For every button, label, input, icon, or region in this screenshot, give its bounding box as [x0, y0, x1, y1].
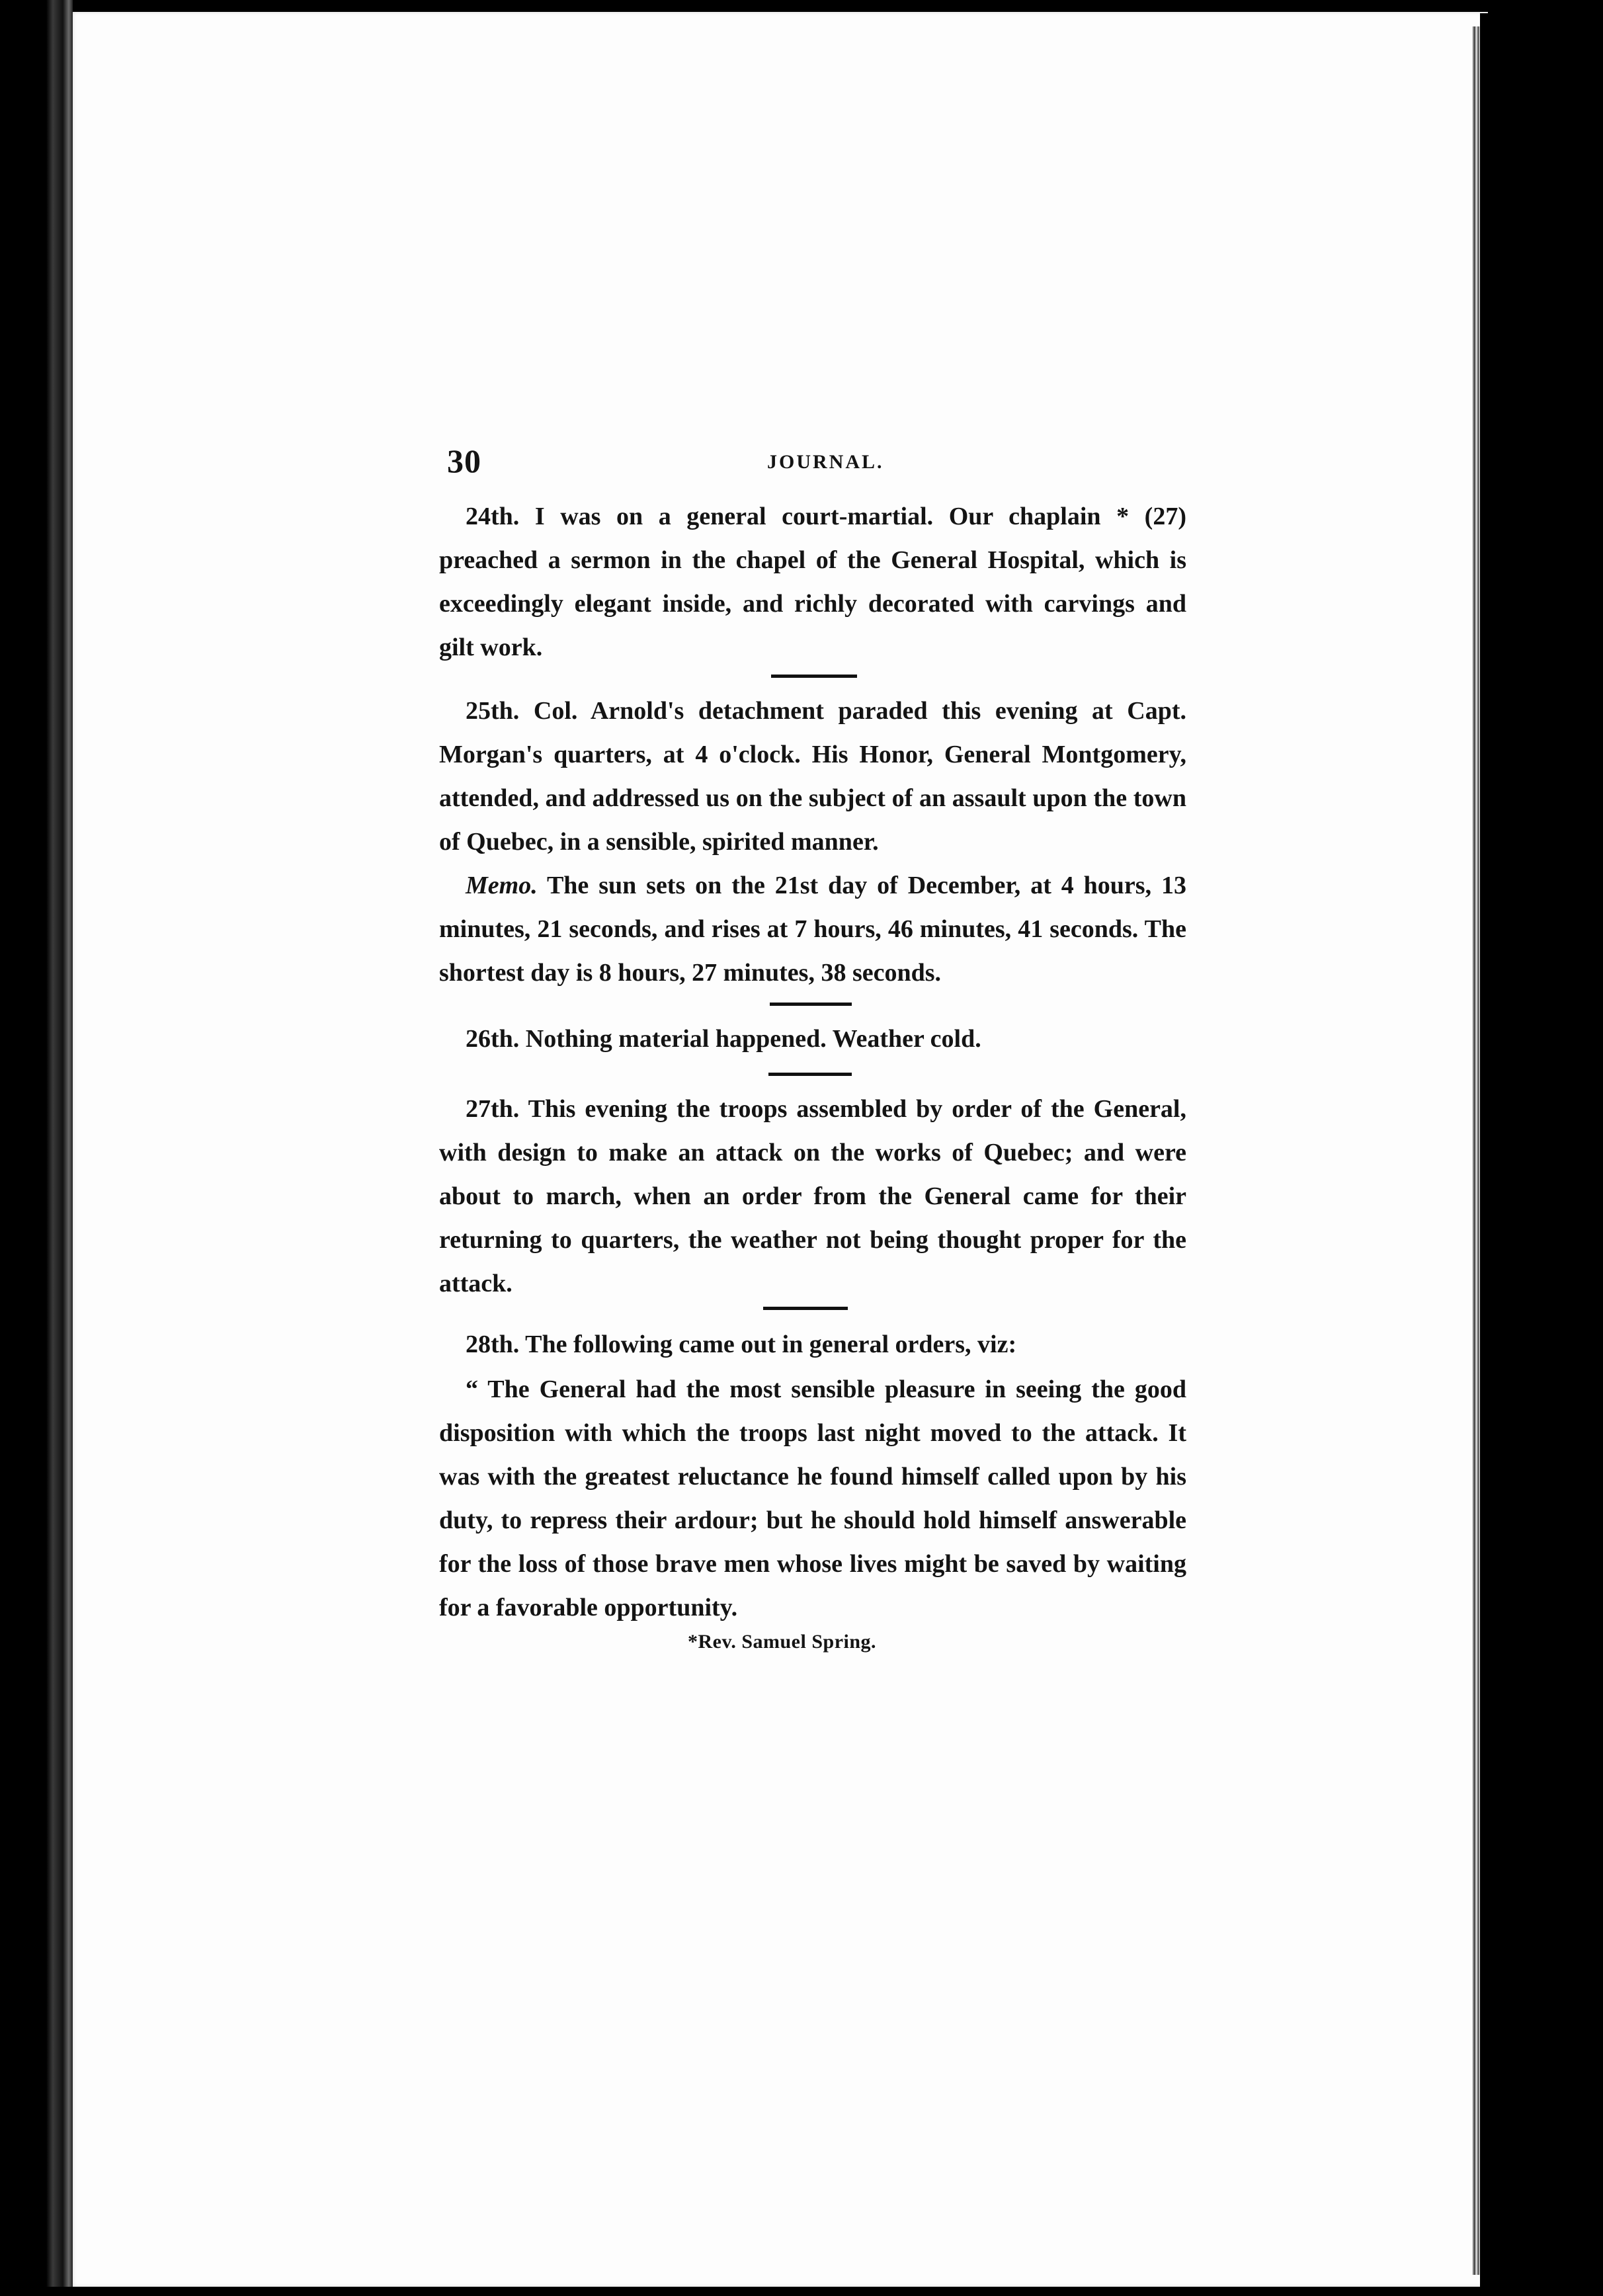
section-rule [768, 1073, 852, 1076]
entry-28th [439, 1323, 1186, 1366]
entry-text [439, 864, 1186, 995]
section-rule [763, 1307, 848, 1310]
entry-text: 24th. I was on a general court-martial. Our chaplain * (27) preached a sermon in the chapel of the General Hospital, which is exceedingly elegant inside, and richly decorated with carvings and gilt work. [439, 503, 1186, 661]
book-binding [0, 0, 73, 2296]
section-rule [770, 1003, 852, 1006]
entry-text: 25th. Col. Arnold's detachment paraded this evening at Capt. Morgan's quarters, at 4 o'clock. His Honor, General Montgomery, attended, and addressed us on the subject of an assault upon the town of Quebec, in a sensible, spirited manner. [439, 697, 1186, 856]
memo-label: Memo. [466, 872, 538, 899]
general-orders-quote [439, 1368, 1186, 1629]
entry-24th [439, 495, 1186, 669]
entry-text: 27th. This evening the troops assembled by order of the General, with design to make an attack on the works of Quebec; and were about to march, when an order from the General came for their returning to quarters, the weather not being thought proper for the attack. [439, 1095, 1186, 1297]
footnote: *Rev. Samuel Spring. [688, 1631, 877, 1653]
memo-text: The sun sets on the 21st day of December, at 4 hours, 13 minutes, 21 seconds, and rises at 7 hours, 46 minutes, 41 seconds. The shortest day is 8 hours, 27 minutes, 38 seconds. [439, 872, 1186, 987]
entry-25th [439, 689, 1186, 864]
running-head: JOURNAL. [767, 451, 884, 473]
page-header [447, 442, 1194, 481]
scan-top-border [0, 0, 1603, 12]
entry-text: 28th. The following came out in general orders, viz: [466, 1331, 1017, 1358]
scan-right-border [1480, 13, 1603, 2296]
quote-text: “ The General had the most sensible pleasure in seeing the good disposition with which the troops last night moved to the attack. It was with the greatest reluctance he found himself called upon by his duty, to repress their ardour; but he should hold himself answerable for the loss of those brave men whose lives might be saved by waiting for a favorable opportunity. [439, 1375, 1186, 1621]
entry-27th [439, 1087, 1186, 1305]
entry-memo [439, 864, 1186, 995]
scan-bottom-border [0, 2287, 1603, 2296]
page-edge [1472, 26, 1480, 2275]
section-rule [771, 675, 857, 678]
entry-26th [439, 1017, 1186, 1061]
page-number: 30 [447, 442, 481, 479]
entry-text: 26th. Nothing material happened. Weather cold. [466, 1025, 981, 1053]
